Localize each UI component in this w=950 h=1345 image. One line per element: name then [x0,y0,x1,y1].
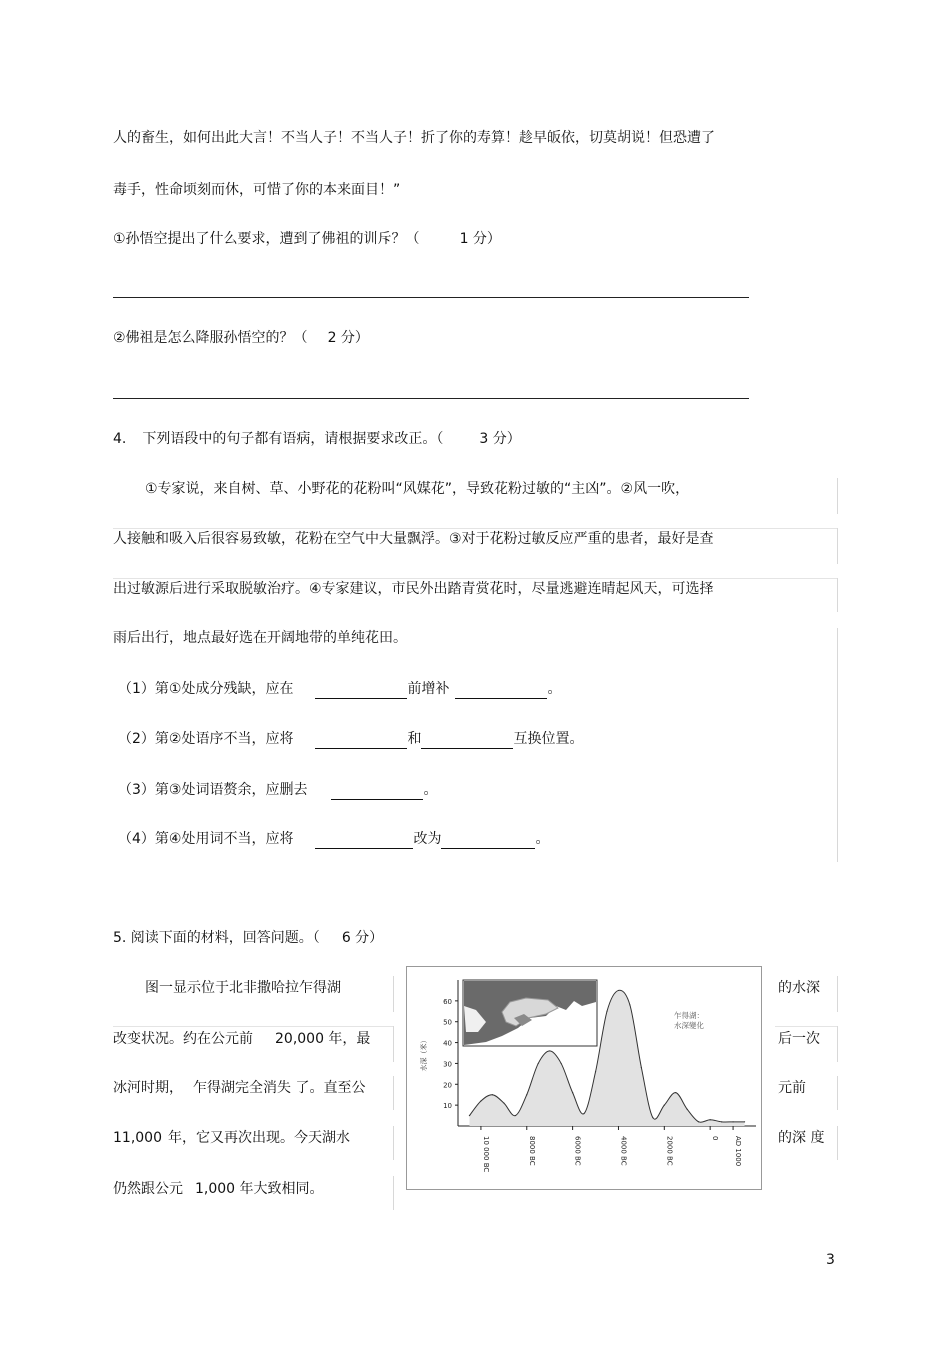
q3-sub2 [113,328,369,348]
data-point [572,1092,573,1093]
q5-left-4 [113,1128,350,1148]
x-tick-label: 4000 BC [619,1136,628,1166]
y-tick-label: 20 [443,1081,452,1090]
q5-left-5b: 1,000 年大致相同。 [195,1181,324,1197]
q5-left-3 [113,1078,365,1098]
q5-left-5a: 仍然跟公元 [113,1181,183,1197]
item-text: （2）第②处语序不当，应将 [118,731,294,747]
x-tick-label: 2000 BC [665,1136,674,1166]
y-tick-label: 60 [443,997,452,1006]
scan-line [393,1076,394,1110]
data-point [480,1100,481,1101]
q4-item-4 [118,829,549,849]
chart-title: 乍得湖： [674,1011,704,1020]
item-text: 。 [423,782,438,798]
answer-line-1[interactable] [113,297,749,298]
item-text: 改为 [413,831,442,847]
scan-line [113,1026,393,1027]
data-point [687,1109,688,1110]
q3-sub1 [113,229,501,249]
q3-sub1-text: ①孙悟空提出了什么要求，遭到了佛祖的训斥？（ [113,231,420,247]
q5-left-2a: 改变状况。约在公元前 [113,1031,253,1047]
data-point [618,990,619,991]
y-tick-label: 10 [443,1102,452,1111]
scan-line [775,1026,837,1027]
answer-line-2[interactable] [113,398,749,399]
fill-blank[interactable] [315,733,407,749]
data-point [561,1063,562,1064]
item-text: （4）第④处用词不当，应将 [118,831,294,847]
q5-left-2b: 20,000 年，最 [275,1031,371,1047]
item-text: 。 [547,681,562,697]
item-text: 前增补 [407,681,450,697]
q5-heading-text: 5. 阅读下面的材料，回答问题。（ [113,930,320,946]
data-point [744,1121,745,1122]
q5-left-5 [113,1179,324,1199]
inset-map [463,980,597,1046]
data-point [515,1115,516,1116]
scan-line [113,578,837,579]
q5-left-4b: 年，它又再次出现。今天湖水 [168,1130,350,1146]
q4-item-2 [118,729,583,749]
fill-blank[interactable] [315,833,413,849]
scan-line [837,528,838,564]
data-point [606,1011,607,1012]
scan-line [393,1176,394,1210]
data-point [492,1094,493,1095]
fill-blank[interactable] [421,733,513,749]
q5-right-3: 元前 [778,1080,806,1096]
q3-sub2-score: 2 分） [327,330,369,346]
data-point [538,1063,539,1064]
scan-line [393,1126,394,1160]
fill-blank[interactable] [331,784,423,800]
y-tick-label: 40 [443,1039,452,1048]
y-axis-label: 水深（米） [420,1036,428,1072]
data-point [641,1067,642,1068]
q4-para-line-2: 人接触和吸入后很容易致敏，花粉在空气中大量飘浮。③对于花粉过敏反应严重的患者，最好是查 [113,531,714,547]
scan-line [393,976,394,1012]
q3-sub2-text: ②佛祖是怎么降服孙悟空的？（ [113,330,308,346]
data-point [698,1121,699,1122]
data-point [629,1004,630,1005]
data-point [732,1121,733,1122]
q4-item-1 [118,679,561,699]
fill-blank[interactable] [441,833,535,849]
q5-right-4: 的深 度 [778,1130,825,1146]
q4-heading [113,429,521,449]
q4-number: 4. [113,431,127,447]
x-tick-label: 6000 BC [573,1136,582,1166]
q5-left-3b: 乍得湖完全消失 了。直至公 [193,1080,366,1096]
lake-depth-chart [406,966,762,1190]
item-text: 。 [535,831,550,847]
data-point [721,1121,722,1122]
y-tick-label: 50 [443,1018,452,1027]
scan-line [837,976,838,1012]
data-point [595,1071,596,1072]
q4-prompt: 下列语段中的句子都有语病，请根据要求改正。（ [142,431,444,447]
q5-right-1: 的水深 [778,980,820,996]
q5-score: 6 分） [341,930,384,946]
y-tick-label: 30 [443,1060,452,1069]
item-text: （3）第③处词语赘余，应删去 [118,782,308,798]
q5-left-4a: 11,000 [113,1130,162,1146]
q5-right-2: 后一次 [778,1031,820,1047]
x-tick-label: 0 [711,1136,720,1141]
scan-line [393,1026,394,1062]
q5-left-3a: 冰河时期， [113,1080,183,1096]
fill-blank[interactable] [315,683,407,699]
scan-line [837,628,838,862]
item-text: 互换位置。 [513,731,584,747]
data-point [526,1094,527,1095]
data-point [710,1119,711,1120]
q5-heading [113,928,383,948]
data-point [583,1113,584,1114]
q5-left-1: 图一显示位于北非撒哈拉乍得湖 [145,980,341,996]
scan-line [837,578,838,612]
scan-line [837,478,838,514]
q4-score: 3 分） [479,431,521,447]
item-text: （1）第①处成分残缺，应在 [118,681,294,697]
q3-sub1-score: 1 分） [459,231,501,247]
item-text: 和 [407,731,422,747]
data-point [469,1115,470,1116]
fill-blank[interactable] [455,683,547,699]
q4-item-3 [118,780,437,800]
q4-para-line-3: 出过敏源后进行采取脱敏治疗。④专家建议，市民外出踏青赏花时，尽量逃避连晴起风天，可选择 [113,581,714,597]
data-point [549,1050,550,1051]
q4-para-line-1: ①专家说，来自树、草、小野花的花粉叫“风媒花”，导致花粉过敏的“主凶”。②风一吹， [145,481,690,497]
x-tick-label: 8000 BC [527,1136,536,1166]
x-tick-label: 10 000 BC [481,1136,490,1173]
scan-line [837,1126,838,1160]
q5-left-2 [113,1029,370,1049]
scan-line [113,528,837,529]
chart-title: 水深變化 [674,1021,704,1030]
passage-line-1: 人的畜生，如何出此大言！不当人子！不当人子！折了你的寿算！趁早皈依，切莫胡说！但恐遭了 [113,130,715,146]
scan-line [837,1026,838,1062]
passage-line-2: 毒手，性命顷刻而休，可惜了你的本来面目！” [113,182,401,198]
q4-para-line-4: 雨后出行，地点最好选在开阔地带的单纯花田。 [113,630,407,646]
scan-line [837,1076,838,1110]
data-point [503,1102,504,1103]
data-point [652,1117,653,1118]
page-number: 3 [826,1252,835,1268]
x-tick-label: AD 1000 [734,1136,743,1167]
data-point [664,1105,665,1106]
data-point [675,1092,676,1093]
